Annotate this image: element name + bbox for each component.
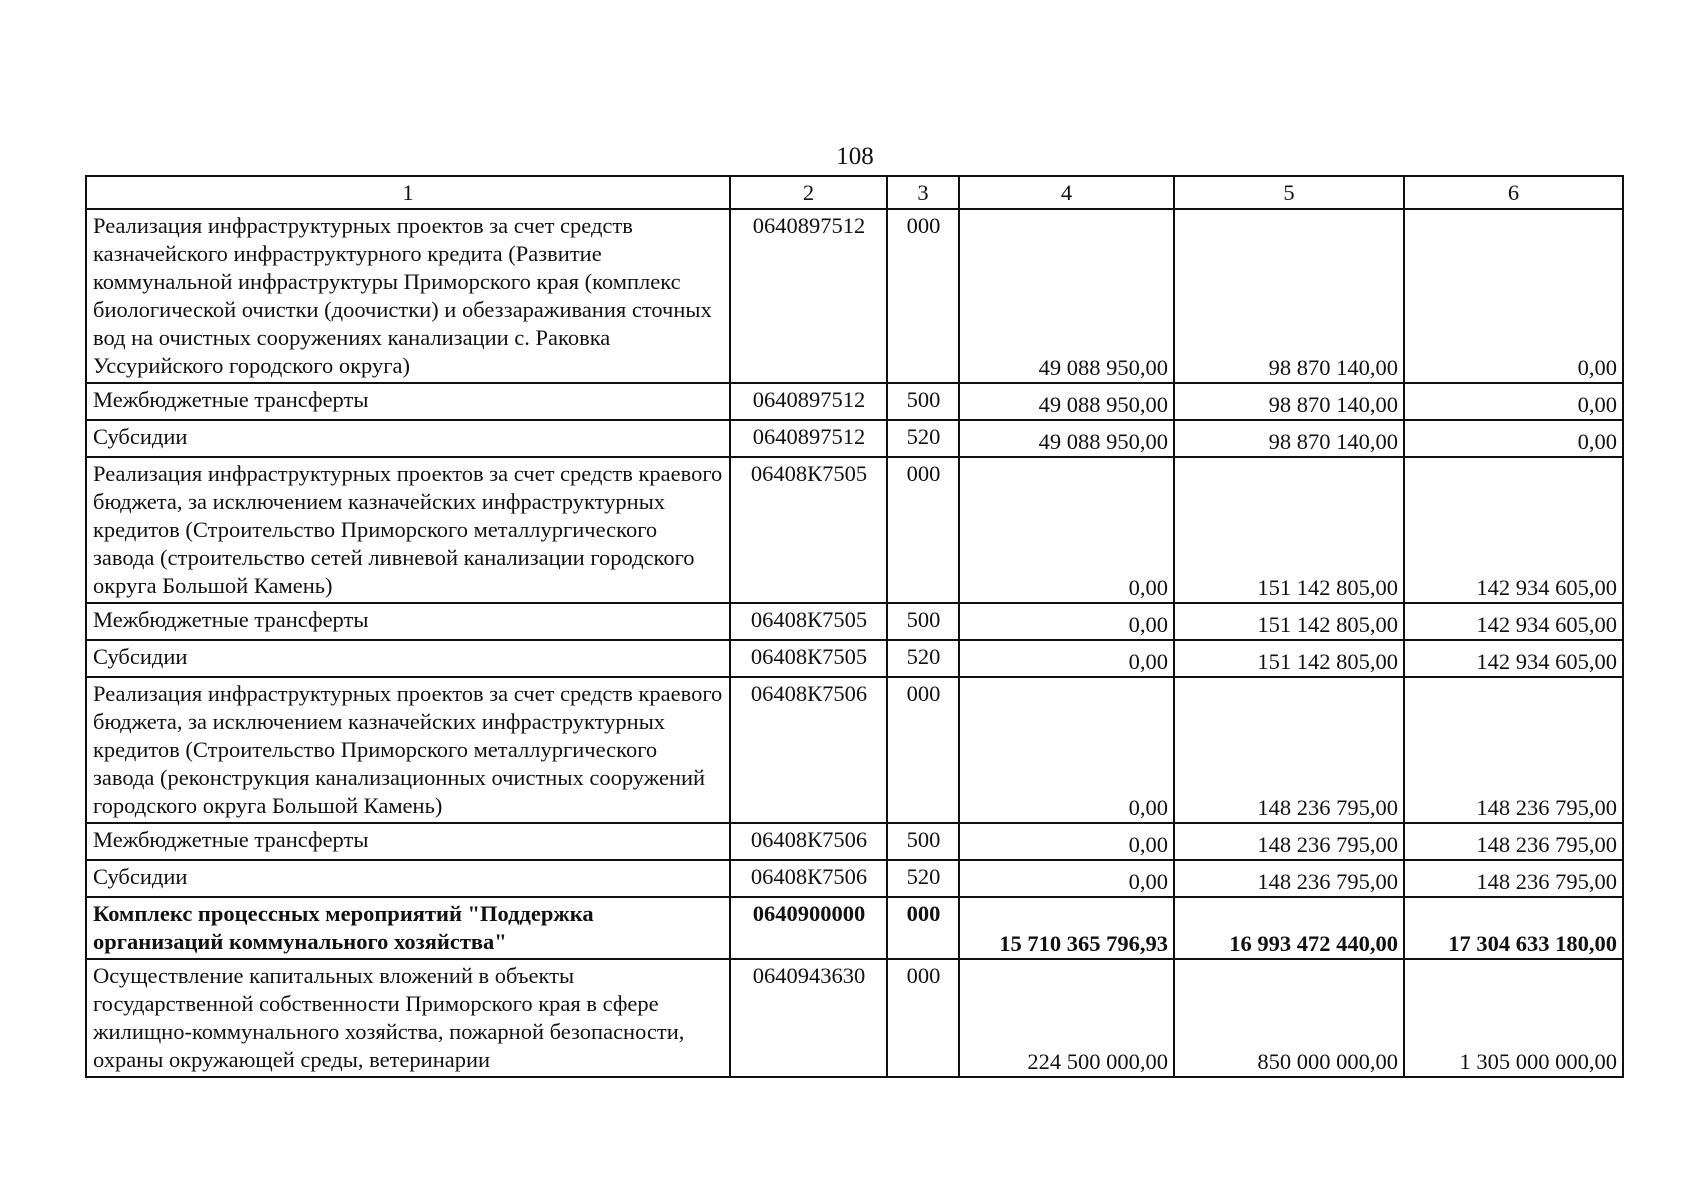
row-value-col4: 49 088 950,00 (959, 209, 1174, 383)
row-expense-type: 520 (887, 420, 959, 457)
table-row (86, 603, 1623, 640)
row-value-col4: 0,00 (959, 640, 1174, 677)
row-value-col5: 98 870 140,00 (1174, 383, 1404, 420)
table-row (86, 420, 1623, 457)
row-value-col5: 151 142 805,00 (1174, 603, 1404, 640)
row-code: 0640897512 (730, 209, 887, 383)
row-code: 0640943630 (730, 959, 887, 1077)
column-header-3: 3 (887, 176, 959, 209)
row-value-col5: 148 236 795,00 (1174, 677, 1404, 823)
budget-table-body (86, 176, 1623, 1077)
row-code: 06408К7506 (730, 823, 887, 860)
row-code: 0640900000 (730, 897, 887, 959)
row-value-col4: 0,00 (959, 603, 1174, 640)
row-value-col4: 0,00 (959, 677, 1174, 823)
row-expense-type: 520 (887, 860, 959, 897)
row-value-col5: 151 142 805,00 (1174, 640, 1404, 677)
row-expense-type: 520 (887, 640, 959, 677)
table-row (86, 677, 1623, 823)
row-value-col6: 142 934 605,00 (1404, 603, 1623, 640)
column-header-4: 4 (959, 176, 1174, 209)
row-value-col6: 148 236 795,00 (1404, 677, 1623, 823)
row-name: Реализация инфраструктурных проектов за счет средств краевого бюджета, за исключением казначейских инфраструктурных кредитов (Строительство Приморского металлургического завода (строительство сетей ливневой канализации городского округа Большой Камень) (86, 457, 730, 603)
row-value-col6: 17 304 633 180,00 (1404, 897, 1623, 959)
row-name: Субсидии (86, 860, 730, 897)
budget-table (85, 175, 1624, 1078)
row-code: 06408К7505 (730, 457, 887, 603)
table-row-subtotal (86, 897, 1623, 959)
row-value-col4: 15 710 365 796,93 (959, 897, 1174, 959)
row-name: Межбюджетные трансферты (86, 603, 730, 640)
row-name: Субсидии (86, 420, 730, 457)
row-code: 06408К7506 (730, 860, 887, 897)
row-value-col4: 0,00 (959, 457, 1174, 603)
table-row (86, 823, 1623, 860)
row-name: Реализация инфраструктурных проектов за счет средств краевого бюджета, за исключением казначейских инфраструктурных кредитов (Строительство Приморского металлургического завода (реконструкция канализационных очистных сооружений городского округа Большой Камень) (86, 677, 730, 823)
row-value-col6: 142 934 605,00 (1404, 457, 1623, 603)
row-code: 0640897512 (730, 383, 887, 420)
row-value-col4: 49 088 950,00 (959, 383, 1174, 420)
row-expense-type: 000 (887, 209, 959, 383)
row-value-col6: 148 236 795,00 (1404, 860, 1623, 897)
row-value-col6: 1 305 000 000,00 (1404, 959, 1623, 1077)
table-row (86, 640, 1623, 677)
row-name: Реализация инфраструктурных проектов за счет средств казначейского инфраструктурного кредита (Развитие коммунальной инфраструктуры Приморского края (комплекс биологической очистки (доочистки) и обеззараживания сточных вод на очистных сооружениях канализации с. Раковка Уссурийского городского округа) (86, 209, 730, 383)
page-number: 108 (836, 143, 874, 170)
table-row (86, 959, 1623, 1077)
row-value-col5: 148 236 795,00 (1174, 860, 1404, 897)
table-row (86, 457, 1623, 603)
row-value-col5: 850 000 000,00 (1174, 959, 1404, 1077)
row-value-col4: 224 500 000,00 (959, 959, 1174, 1077)
row-expense-type: 500 (887, 383, 959, 420)
row-name: Осуществление капитальных вложений в объекты государственной собственности Приморского края в сфере жилищно-коммунального хозяйства, пожарной безопасности, охраны окружающей среды, ветеринарии (86, 959, 730, 1077)
row-name: Комплекс процессных мероприятий "Поддержка организаций коммунального хозяйства" (86, 897, 730, 959)
table-row (86, 860, 1623, 897)
row-name: Межбюджетные трансферты (86, 383, 730, 420)
row-code: 0640897512 (730, 420, 887, 457)
column-header-2: 2 (730, 176, 887, 209)
row-value-col5: 151 142 805,00 (1174, 457, 1404, 603)
table-header-row (86, 176, 1623, 209)
row-value-col6: 142 934 605,00 (1404, 640, 1623, 677)
table-row (86, 383, 1623, 420)
table-row (86, 209, 1623, 383)
row-expense-type: 500 (887, 603, 959, 640)
row-name: Межбюджетные трансферты (86, 823, 730, 860)
row-expense-type: 000 (887, 897, 959, 959)
row-code: 06408К7505 (730, 640, 887, 677)
column-header-5: 5 (1174, 176, 1404, 209)
row-value-col4: 49 088 950,00 (959, 420, 1174, 457)
row-value-col4: 0,00 (959, 823, 1174, 860)
row-value-col6: 0,00 (1404, 383, 1623, 420)
row-code: 06408К7506 (730, 677, 887, 823)
row-value-col5: 148 236 795,00 (1174, 823, 1404, 860)
row-value-col5: 16 993 472 440,00 (1174, 897, 1404, 959)
row-expense-type: 000 (887, 677, 959, 823)
row-value-col5: 98 870 140,00 (1174, 420, 1404, 457)
row-name: Субсидии (86, 640, 730, 677)
column-header-1: 1 (86, 176, 730, 209)
row-value-col6: 0,00 (1404, 420, 1623, 457)
row-expense-type: 500 (887, 823, 959, 860)
row-value-col5: 98 870 140,00 (1174, 209, 1404, 383)
row-value-col6: 148 236 795,00 (1404, 823, 1623, 860)
row-value-col6: 0,00 (1404, 209, 1623, 383)
row-expense-type: 000 (887, 959, 959, 1077)
column-header-6: 6 (1404, 176, 1623, 209)
row-value-col4: 0,00 (959, 860, 1174, 897)
row-expense-type: 000 (887, 457, 959, 603)
row-code: 06408К7505 (730, 603, 887, 640)
